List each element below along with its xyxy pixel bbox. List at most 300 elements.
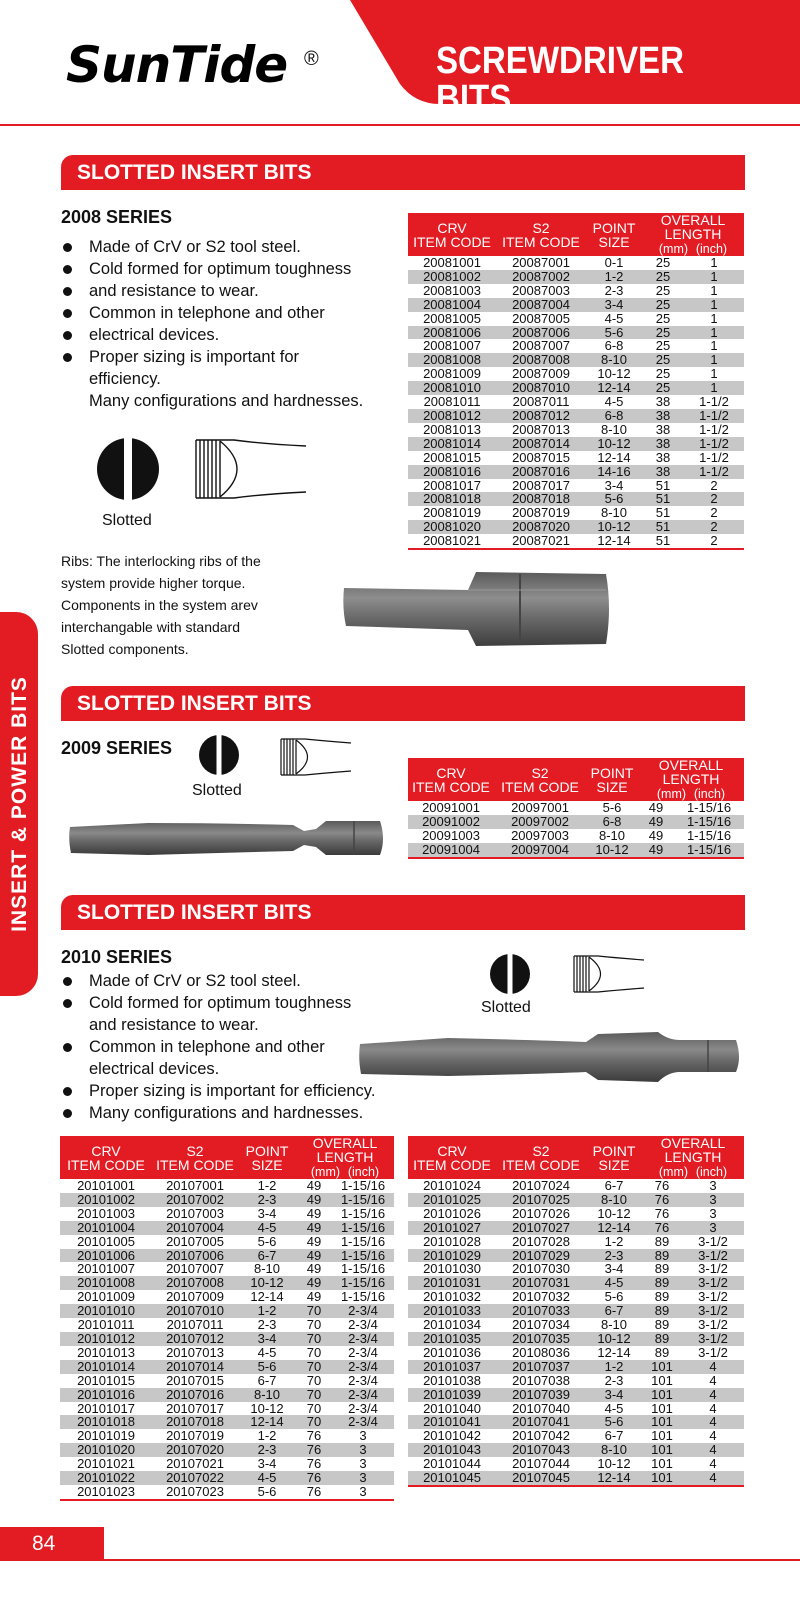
table-row [408, 1402, 744, 1416]
section-title: SLOTTED INSERT BITS [77, 161, 312, 184]
table-row [408, 492, 744, 506]
note-line: system provide higher torque. [61, 575, 246, 591]
crv-code: 20101006 [60, 1249, 152, 1263]
length-inch: 1 [710, 338, 718, 354]
s2-code: 20107019 [166, 1428, 224, 1444]
length-inch: 1-15/16 [340, 1205, 386, 1221]
length-mm: 38 [642, 409, 684, 423]
length-inch: 2-3/4 [332, 1332, 394, 1346]
length-mm: 89 [642, 1304, 682, 1318]
s2-code: 20107033 [496, 1304, 586, 1318]
s2-code: 20107042 [512, 1428, 570, 1444]
point-size: 12-14 [597, 449, 631, 465]
length-inch: 1-15/16 [332, 1221, 394, 1235]
point-size: 8-10 [586, 1443, 642, 1457]
length-inch: 1-1/2 [684, 409, 744, 423]
table-row [408, 1262, 744, 1276]
crv-code: 20101042 [423, 1428, 481, 1444]
length-mm: 51 [642, 520, 684, 534]
table-row [408, 1360, 744, 1374]
feature-item: and resistance to wear. [61, 280, 381, 302]
crv-code: 20081019 [423, 505, 481, 521]
table-row [408, 479, 744, 493]
length-inch: 3 [332, 1485, 394, 1500]
table-row [60, 1290, 394, 1304]
s2-code: 20107022 [152, 1471, 238, 1485]
length-inch: 3 [332, 1443, 394, 1457]
table-row [60, 1262, 394, 1276]
s2-code: 20107003 [166, 1205, 224, 1221]
table-row [408, 534, 744, 549]
length-mm: 76 [654, 1205, 670, 1221]
point-size: 6-7 [238, 1249, 296, 1263]
crv-code: 20101010 [60, 1304, 152, 1318]
s2-code: 20107011 [166, 1317, 224, 1333]
point-size: 4-5 [604, 1400, 624, 1416]
col-point-size: POINT SIZE [238, 1136, 296, 1179]
crv-code: 20101027 [408, 1221, 496, 1235]
length-mm: 70 [306, 1317, 322, 1333]
col-crv: CRV ITEM CODE [408, 213, 496, 256]
s2-code: 20097001 [511, 800, 569, 815]
length-mm: 49 [306, 1178, 322, 1193]
length-mm: 25 [655, 338, 671, 354]
crv-code: 20081008 [408, 353, 496, 367]
note-line: interchangable with standard [61, 619, 241, 635]
length-inch: 3 [682, 1221, 744, 1235]
crv-code: 20101012 [60, 1332, 152, 1346]
table-row [408, 1346, 744, 1360]
length-mm: 25 [655, 366, 671, 382]
s2-code: 20087004 [496, 298, 586, 312]
s2-code: 20087003 [512, 282, 570, 298]
crv-code: 20101033 [408, 1304, 496, 1318]
crv-code: 20081018 [408, 492, 496, 506]
s2-code: 20107008 [152, 1276, 238, 1290]
crv-code: 20101043 [408, 1443, 496, 1457]
table-row [408, 1318, 744, 1332]
crv-code: 20101017 [77, 1400, 135, 1416]
length-mm: 49 [648, 800, 664, 815]
crv-code: 20101008 [60, 1276, 152, 1290]
crv-code: 20101044 [423, 1456, 481, 1472]
length-inch: 1 [684, 298, 744, 312]
crv-code: 20091004 [408, 843, 494, 858]
length-mm: 70 [296, 1415, 332, 1429]
table-row [60, 1318, 394, 1332]
s2-code: 20107005 [166, 1233, 224, 1249]
length-inch: 1-15/16 [340, 1233, 386, 1249]
point-size: 1-2 [604, 1233, 624, 1249]
s2-code: 20107024 [512, 1178, 570, 1193]
crv-code: 20081010 [408, 381, 496, 395]
point-size: 12-14 [250, 1289, 284, 1305]
table-row [408, 270, 744, 284]
table-row [408, 1443, 744, 1457]
registered-mark: ® [304, 48, 319, 70]
point-size: 12-14 [586, 1221, 642, 1235]
length-mm: 49 [306, 1289, 322, 1305]
table-row [408, 1290, 744, 1304]
feature-item: efficiency. [89, 370, 161, 388]
brand-logo: SunTide [66, 36, 288, 94]
point-size: 8-10 [600, 505, 628, 521]
length-inch: 1-15/16 [340, 1261, 386, 1277]
length-mm: 70 [296, 1360, 332, 1374]
table-row [408, 1249, 744, 1263]
point-size: 2-3 [586, 1249, 642, 1263]
length-inch: 2 [710, 505, 718, 521]
crv-code: 20101026 [423, 1205, 481, 1221]
point-size: 8-10 [586, 353, 642, 367]
s2-code: 20107043 [496, 1443, 586, 1457]
length-mm: 70 [306, 1344, 322, 1360]
length-inch: 2-3/4 [332, 1415, 394, 1429]
crv-code: 20101019 [77, 1428, 135, 1444]
slotted-label: Slotted [481, 999, 531, 1016]
feature-list-2008 [61, 236, 381, 412]
slotted-label: Slotted [192, 782, 242, 799]
header-divider [0, 124, 800, 126]
length-mm: 25 [642, 326, 684, 340]
s2-code: 20107035 [496, 1332, 586, 1346]
crv-code: 20101018 [60, 1415, 152, 1429]
table-row [60, 1276, 394, 1290]
table-row [60, 1485, 394, 1500]
s2-code: 20087020 [496, 520, 586, 534]
length-inch: 1-15/16 [332, 1193, 394, 1207]
table-row [408, 843, 744, 858]
length-inch: 1-1/2 [699, 449, 729, 465]
length-inch: 2 [684, 492, 744, 506]
length-mm: 49 [296, 1249, 332, 1263]
length-mm: 76 [642, 1193, 682, 1207]
table-row [408, 815, 744, 829]
length-mm: 49 [296, 1193, 332, 1207]
feature-item: and resistance to wear. [89, 1016, 259, 1034]
crv-code: 20101013 [77, 1344, 135, 1360]
length-mm: 101 [642, 1360, 682, 1374]
feature-item: Proper sizing is important for efficiency. [61, 1080, 401, 1102]
length-inch: 1-15/16 [340, 1289, 386, 1305]
col-overall-length: OVERALL LENGTH (mm) (inch) [642, 213, 744, 256]
length-inch: 3-1/2 [682, 1276, 744, 1290]
point-size: 4-5 [586, 1276, 642, 1290]
table-row [408, 409, 744, 423]
length-inch: 3 [709, 1178, 717, 1193]
s2-code: 20107013 [166, 1344, 224, 1360]
crv-code: 20101005 [77, 1233, 135, 1249]
length-mm: 89 [654, 1344, 670, 1360]
table-row [60, 1374, 394, 1388]
table-row [60, 1457, 394, 1471]
point-size: 5-6 [604, 1289, 624, 1305]
s2-code: 20107041 [496, 1415, 586, 1429]
crv-code: 20081013 [423, 421, 481, 437]
table-row [408, 1193, 744, 1207]
point-size: 1-2 [586, 270, 642, 284]
s2-code: 20087016 [496, 465, 586, 479]
power-bit-photo [358, 1030, 742, 1086]
length-mm: 76 [642, 1221, 682, 1235]
table-row [60, 1179, 394, 1193]
length-inch: 2 [710, 477, 718, 493]
length-inch: 2 [684, 534, 744, 549]
s2-code: 20107032 [512, 1289, 570, 1305]
s2-code: 20097003 [511, 827, 569, 843]
point-size: 4-5 [604, 310, 624, 326]
length-inch: 1-1/2 [699, 394, 729, 410]
length-mm: 51 [642, 534, 684, 549]
s2-code: 20107009 [166, 1289, 224, 1305]
s2-code: 20087011 [512, 394, 570, 410]
table-row [60, 1221, 394, 1235]
table-row [60, 1443, 394, 1457]
s2-code: 20107026 [512, 1205, 570, 1221]
point-size: 8-10 [586, 1193, 642, 1207]
s2-code: 20107038 [512, 1372, 570, 1388]
crv-code: 20101038 [423, 1372, 481, 1388]
length-inch: 4 [682, 1415, 744, 1429]
length-mm: 76 [296, 1485, 332, 1500]
crv-code: 20101045 [408, 1471, 496, 1486]
table-row [408, 367, 744, 381]
slotted-tip-icon [198, 734, 240, 776]
length-inch: 4 [709, 1428, 717, 1444]
table-row [408, 506, 744, 520]
crv-code: 20101004 [60, 1221, 152, 1235]
point-size: 3-4 [604, 1261, 624, 1277]
length-inch: 1 [710, 282, 718, 298]
s2-code: 20108036 [512, 1344, 570, 1360]
crv-code: 20101036 [423, 1344, 481, 1360]
crv-code: 20081020 [408, 520, 496, 534]
point-size: 2-3 [238, 1443, 296, 1457]
crv-code: 20101037 [408, 1360, 496, 1374]
point-size: 1-2 [586, 1360, 642, 1374]
length-mm: 89 [642, 1249, 682, 1263]
point-size: 5-6 [257, 1233, 277, 1249]
s2-code: 20087019 [512, 505, 570, 521]
point-size: 12-14 [238, 1415, 296, 1429]
side-tab-label: INSERT & POWER BITS [8, 676, 31, 932]
table-row [408, 1221, 744, 1235]
s2-code: 20107014 [152, 1360, 238, 1374]
point-size: 8-10 [598, 827, 626, 843]
length-mm: 101 [651, 1428, 673, 1444]
point-size: 10-12 [597, 1456, 631, 1472]
length-mm: 76 [306, 1456, 322, 1472]
length-mm: 101 [642, 1388, 682, 1402]
length-mm: 25 [642, 381, 684, 395]
series-title-2010: 2010 SERIES [61, 947, 173, 967]
length-inch: 1-1/2 [684, 465, 744, 479]
crv-code: 20101028 [423, 1233, 481, 1249]
s2-code: 20107045 [496, 1471, 586, 1486]
slotted-label: Slotted [102, 512, 152, 529]
s2-code: 20087001 [512, 255, 570, 270]
length-inch: 3-1/2 [698, 1317, 728, 1333]
point-size: 10-12 [238, 1276, 296, 1290]
length-mm: 38 [655, 421, 671, 437]
s2-code: 20107017 [166, 1400, 224, 1416]
length-inch: 1-15/16 [332, 1276, 394, 1290]
s2-code: 20087008 [496, 353, 586, 367]
table-row [60, 1332, 394, 1346]
point-size: 12-14 [586, 1471, 642, 1486]
point-size: 5-6 [238, 1360, 296, 1374]
s2-code: 20087013 [512, 421, 570, 437]
col-s2: S2 ITEM CODE [496, 1136, 586, 1179]
col-s2: S2 ITEM CODE [494, 758, 586, 801]
point-size: 4-5 [604, 394, 624, 410]
table-row [408, 423, 744, 437]
table-row [408, 339, 744, 353]
spec-table-2010-right [408, 1136, 744, 1487]
crv-code: 20081015 [423, 449, 481, 465]
length-inch: 1-1/2 [684, 437, 744, 451]
s2-code: 20107012 [152, 1332, 238, 1346]
point-size: 8-10 [600, 421, 628, 437]
note-line: Slotted components. [61, 641, 189, 657]
table-row [408, 1388, 744, 1402]
point-size: 8-10 [253, 1261, 281, 1277]
length-mm: 49 [638, 843, 674, 858]
crv-code: 20101003 [77, 1205, 135, 1221]
point-size: 5-6 [586, 492, 642, 506]
length-inch: 3-1/2 [682, 1249, 744, 1263]
length-mm: 51 [642, 492, 684, 506]
table-row [60, 1360, 394, 1374]
table-row [60, 1402, 394, 1416]
crv-code: 20091001 [422, 800, 480, 815]
crv-code: 20091002 [408, 815, 494, 829]
slotted-tip-icon [96, 437, 160, 501]
col-point-size: POINT SIZE [586, 213, 642, 256]
crv-code: 20101014 [60, 1360, 152, 1374]
length-mm: 89 [654, 1233, 670, 1249]
section-bar-2009 [61, 686, 745, 721]
crv-code: 20101023 [60, 1485, 152, 1500]
crv-code: 20101024 [423, 1178, 481, 1193]
point-size: 1-2 [257, 1178, 277, 1193]
crv-code: 20081006 [408, 326, 496, 340]
s2-code: 20107021 [166, 1456, 224, 1472]
s2-code: 20087010 [496, 381, 586, 395]
s2-code: 20107028 [512, 1233, 570, 1249]
table-row [60, 1429, 394, 1443]
col-point-size: POINT SIZE [586, 1136, 642, 1179]
crv-code: 20101031 [408, 1276, 496, 1290]
crv-code: 20081003 [423, 282, 481, 298]
ribs-note [61, 550, 301, 660]
slotted-profile-icon [279, 737, 353, 777]
length-mm: 25 [642, 270, 684, 284]
s2-code: 20107029 [496, 1249, 586, 1263]
table-row [408, 312, 744, 326]
point-size: 5-6 [586, 326, 642, 340]
point-size: 4-5 [238, 1221, 296, 1235]
s2-code: 20107018 [152, 1415, 238, 1429]
point-size: 3-4 [586, 1388, 642, 1402]
crv-code: 20101029 [408, 1249, 496, 1263]
length-mm: 76 [296, 1471, 332, 1485]
crv-code: 20101016 [60, 1388, 152, 1402]
length-mm: 70 [306, 1372, 322, 1388]
point-size: 3-4 [257, 1456, 277, 1472]
s2-code: 20087007 [512, 338, 570, 354]
feature-list-2010 [61, 970, 401, 1124]
crv-code: 20091003 [422, 827, 480, 843]
length-mm: 70 [296, 1304, 332, 1318]
crv-code: 20101020 [60, 1443, 152, 1457]
crv-code: 20081004 [408, 298, 496, 312]
point-size: 1-2 [238, 1304, 296, 1318]
feature-item: Cold formed for optimum toughness [61, 258, 381, 280]
length-mm: 89 [642, 1276, 682, 1290]
s2-code: 20097002 [494, 815, 586, 829]
point-size: 4-5 [238, 1471, 296, 1485]
length-mm: 101 [651, 1400, 673, 1416]
length-inch: 2-3/4 [332, 1388, 394, 1402]
length-inch: 1 [684, 270, 744, 284]
length-mm: 101 [651, 1372, 673, 1388]
point-size: 2-3 [604, 282, 624, 298]
length-mm: 89 [654, 1261, 670, 1277]
length-inch: 3-1/2 [682, 1332, 744, 1346]
point-size: 1-2 [257, 1428, 277, 1444]
point-size: 14-16 [586, 465, 642, 479]
point-size: 6-8 [586, 815, 638, 829]
length-inch: 1-15/16 [686, 827, 732, 843]
table-row [408, 395, 744, 409]
table-row [408, 1415, 744, 1429]
length-inch: 4 [682, 1471, 744, 1486]
feature-item: Common in telephone and other [61, 302, 381, 324]
length-mm: 49 [296, 1221, 332, 1235]
point-size: 10-12 [586, 437, 642, 451]
point-size: 10-12 [597, 366, 631, 382]
point-size: 6-8 [604, 338, 624, 354]
point-size: 12-14 [586, 534, 642, 549]
point-size: 3-4 [238, 1332, 296, 1346]
s2-code: 20107044 [512, 1456, 570, 1472]
length-inch: 4 [709, 1456, 717, 1472]
crv-code: 20101022 [60, 1471, 152, 1485]
length-mm: 49 [306, 1233, 322, 1249]
point-size: 10-12 [586, 1332, 642, 1346]
point-size: 10-12 [597, 1205, 631, 1221]
length-inch: 4 [709, 1372, 717, 1388]
feature-item: Cold formed for optimum toughness [61, 992, 401, 1014]
point-size: 6-7 [257, 1372, 277, 1388]
length-inch: 4 [682, 1360, 744, 1374]
crv-code: 20101032 [423, 1289, 481, 1305]
crv-code: 20081012 [408, 409, 496, 423]
feature-item: Made of CrV or S2 tool steel. [61, 236, 381, 258]
feature-item: Many configurations and hardnesses. [61, 1102, 401, 1124]
crv-code: 20081011 [423, 394, 481, 410]
length-inch: 1-15/16 [674, 843, 744, 858]
point-size: 3-4 [257, 1205, 277, 1221]
table-row [60, 1415, 394, 1429]
s2-code: 20107007 [166, 1261, 224, 1277]
spec-table-2010-left [60, 1136, 394, 1501]
table-row [408, 1374, 744, 1388]
s2-code: 20107004 [152, 1221, 238, 1235]
point-size: 10-12 [586, 520, 642, 534]
s2-code: 20107002 [152, 1193, 238, 1207]
